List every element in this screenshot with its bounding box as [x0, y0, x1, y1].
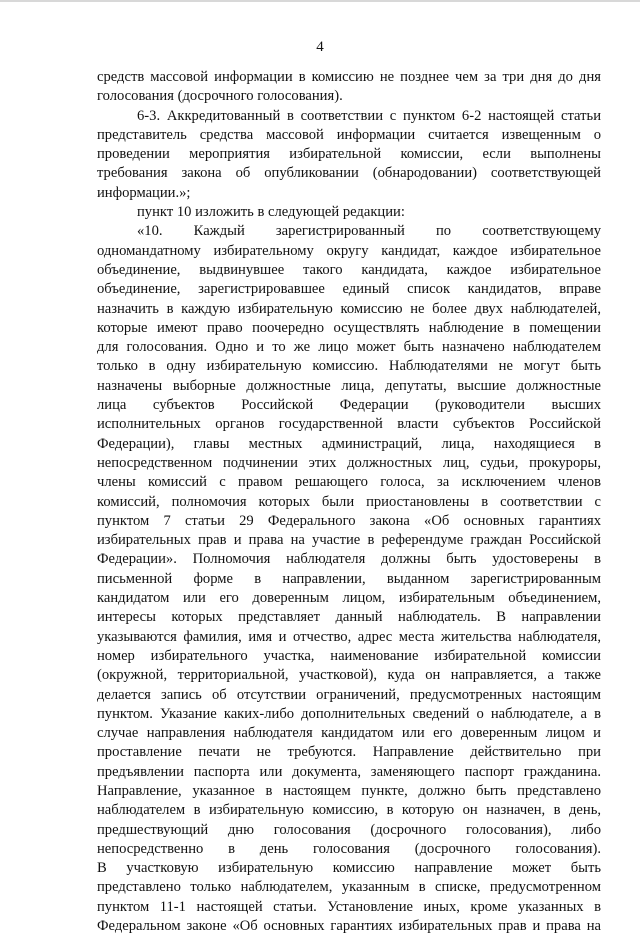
text-line: непосредственно в день голосования (досрочного голосования).	[97, 840, 601, 857]
text-line: информации.»;	[97, 184, 191, 201]
text-line: номер избирательного участка, наименование избирательной комиссии	[97, 647, 601, 664]
text-line: пункт 10 изложить в следующей редакции:	[137, 204, 405, 221]
text-line: Федерации». Полномочия наблюдателя должны быть удостоверены в	[97, 551, 601, 568]
text-line: голосования (досрочного голосования).	[97, 88, 343, 105]
text-line: проведении мероприятия избирательной комиссии, если выполнены	[97, 146, 601, 163]
text-line: проставление печати не требуются. Направление действительно при	[97, 744, 601, 761]
text-line: предъявлении паспорта или документа, заменяющего паспорт гражданина.	[97, 763, 601, 780]
text-line: предшествующий дню голосования (досрочного голосования), либо	[97, 821, 601, 838]
text-line: пунктом 11-1 настоящей статьи. Установление иных, кроме указанных в	[97, 898, 601, 915]
text-line: случае направления наблюдателя кандидатом или его доверенным лицом и	[97, 725, 601, 742]
text-line: представлено только наблюдателем, указанным в списке, предусмотренном	[97, 879, 601, 896]
text-line: непосредственном подчинении этих должностных лиц, судьи, прокуроры,	[97, 454, 601, 471]
text-line: наблюдателем в избирательную комиссию, в которую он назначен, в день,	[97, 802, 601, 819]
text-line: которые имеют право поочередно осуществлять наблюдение в помещении	[97, 319, 601, 336]
text-line: делается запись об отсутствии ограничений, предусмотренных настоящим	[97, 686, 601, 703]
text-line: назначить в каждую избирательную комиссию не более двух наблюдателей,	[97, 300, 601, 317]
text-line: Направление, указанное в настоящем пункте, должно быть представлено	[97, 782, 601, 799]
text-line: исполнительных органов государственной власти субъектов Российской	[97, 416, 601, 433]
page-top-edge	[0, 0, 640, 2]
text-line: кандидатом или его доверенным лицом, избирательным объединением,	[97, 590, 601, 607]
text-line: пунктом. Указание каких-либо дополнительных сведений о наблюдателе, а в	[97, 705, 601, 722]
text-line: назначены выборные должностные лица, депутаты, высшие должностные	[97, 377, 601, 394]
text-line: 6-3. Аккредитованный в соответствии с пунктом 6-2 настоящей статьи	[137, 107, 601, 124]
text-line: интересы которых представляет данный наблюдатель. В направлении	[97, 609, 601, 626]
text-line: объединение, зарегистрировавшее единый список кандидатов, вправе	[97, 281, 601, 298]
text-line: только в одну избирательную комиссию. Наблюдателями не могут быть	[97, 358, 601, 375]
text-line: указываются фамилия, имя и отчество, адрес места жительства наблюдателя,	[97, 628, 601, 645]
text-line: письменной форме в направлении, выданном зарегистрированным	[97, 570, 601, 587]
text-line: Федерации), главы местных администраций, лица, находящиеся в	[97, 435, 601, 452]
text-line: одномандатному избирательному округу кандидат, каждое избирательное	[97, 242, 601, 259]
text-line: требования закона об опубликовании (обнародовании) соответствующей	[97, 165, 601, 182]
text-line: для голосования. Одно и то же лицо может быть назначено наблюдателем	[97, 339, 601, 356]
text-line: члены комиссий с правом решающего голоса, за исключением членов	[97, 474, 601, 491]
text-line: средств массовой информации в комиссию не позднее чем за три дня до дня	[97, 69, 601, 85]
text-line: (окружной, территориальной, участковой), куда он направляется, а также	[97, 667, 601, 684]
text-line: «10. Каждый зарегистрированный по соответствующему	[137, 223, 601, 240]
text-line: лица субъектов Российской Федерации (руководители высших	[97, 397, 601, 414]
text-line: В участковую избирательную комиссию направление может быть	[97, 860, 601, 877]
text-line: избирательных прав и права на участие в референдуме граждан Российской	[97, 532, 601, 549]
text-line: объединение, выдвинувшее такого кандидата, каждое избирательное	[97, 261, 601, 278]
page-number: 4	[316, 39, 324, 55]
text-line: комиссий, полномочия которых были приостановлены в соответствии с	[97, 493, 601, 510]
text-line: пунктом 7 статьи 29 Федерального закона «Об основных гарантиях	[97, 512, 601, 529]
body-text	[97, 68, 601, 936]
text-line: представитель средства массовой информации считается извещенным о	[97, 126, 601, 143]
text-line: Федеральном законе «Об основных гарантиях избирательных прав и права на	[97, 918, 601, 935]
